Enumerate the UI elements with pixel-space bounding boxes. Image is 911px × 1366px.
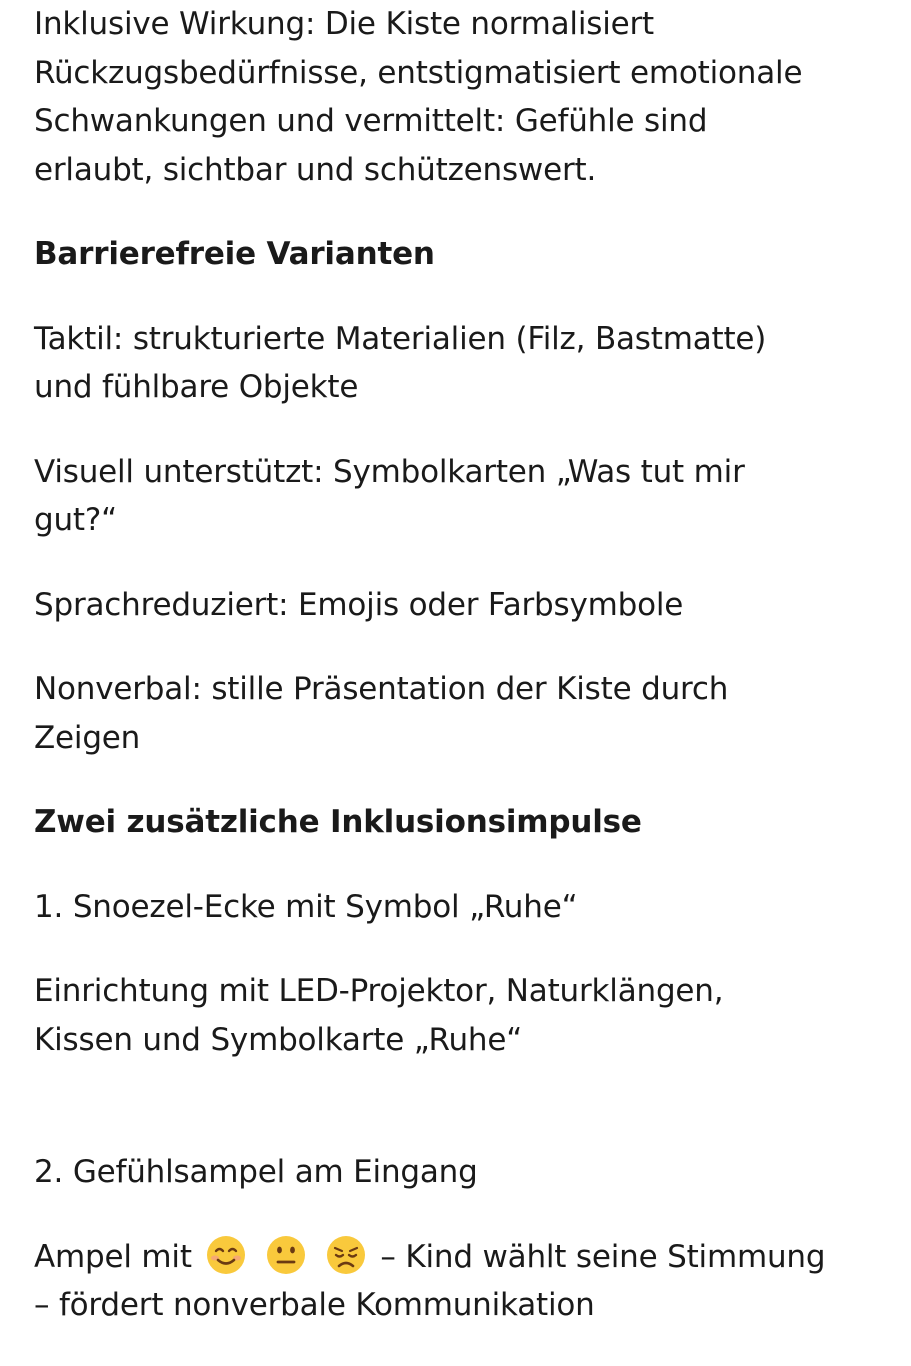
paragraph-sprachreduziert [34,581,884,630]
text-line: Inklusive Wirkung: Die Kiste normalisiert [34,6,654,42]
paragraph-ampel [34,1233,884,1330]
paragraph-impuls1-text [34,967,884,1064]
paragraph-inklusive-wirkung [34,0,884,194]
text-line: Rückzugsbedürfnisse, entstigmatisiert emotionale [34,54,803,91]
text-line: Zeigen [34,719,141,756]
text-line: Sprachreduziert: Emojis oder Farbsymbole [34,586,684,623]
paragraph-taktil [34,315,884,412]
paragraph-impuls2-title [34,1148,884,1197]
text-line: – fördert nonverbale Kommunikation [34,1287,595,1323]
text-line: Kissen und Symbolkarte „Ruhe“ [34,1021,523,1058]
text-line: Visuell unterstützt: Symbolkarten „Was tut mir [34,453,745,490]
text-line: Nonverbal: stille Präsentation der Kiste durch [34,671,729,707]
disappointed-face-icon [325,1234,367,1276]
paragraph-visuell [34,448,884,545]
paragraph-impuls1-title [34,883,884,932]
text-line: 2. Gefühlsampel am Eingang [34,1154,478,1190]
smiling-face-icon [205,1234,247,1276]
neutral-face-icon [265,1234,307,1276]
text-line: gut?“ [34,502,117,538]
text-line: erlaubt, sichtbar und schützenswert. [34,151,597,188]
ampel-line [34,1233,884,1282]
ampel-prefix: Ampel mit [34,1238,192,1275]
ampel-suffix: – Kind wählt seine Stimmung [380,1238,826,1275]
text-line: Taktil: strukturierte Materialien (Filz, Bastmatte) [34,320,767,357]
text-line: 1. Snoezel-Ecke mit Symbol „Ruhe“ [34,888,578,925]
document-body [34,0,884,1366]
text-line: Einrichtung mit LED-Projektor, Naturklängen, [34,973,724,1009]
paragraph-nonverbal [34,665,884,762]
text-line: und fühlbare Objekte [34,369,359,405]
heading-barrierefreie-varianten: Barrierefreie Varianten [34,236,435,272]
text-line: Schwankungen und vermittelt: Gefühle sind [34,103,708,139]
heading-inklusionsimpulse: Zwei zusätzliche Inklusionsimpulse [34,804,642,840]
